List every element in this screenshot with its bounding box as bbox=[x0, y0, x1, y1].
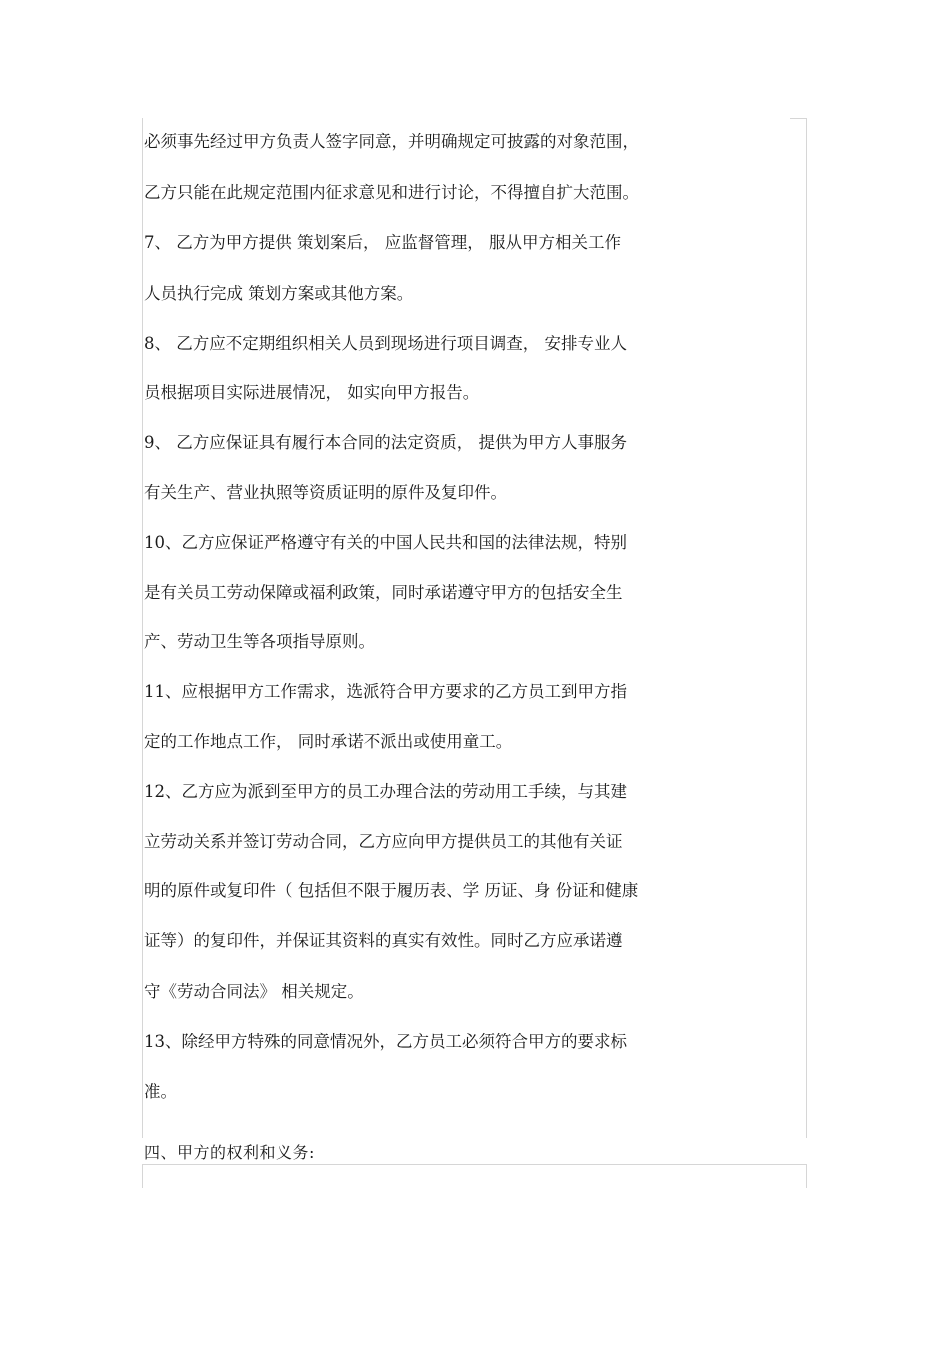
text-line-8: 有关生产、营业执照等资质证明的原件及复印件。 bbox=[144, 483, 507, 502]
text-line-7: 9、 乙方应保证具有履行本合同的法定资质， 提供为甲方人事服务 bbox=[144, 433, 627, 452]
text-line-4: 人员执行完成 策划方案或其他方案。 bbox=[144, 284, 414, 303]
text-line-15: 立劳动关系并签订劳动合同，乙方应向甲方提供员工的其他有关证 bbox=[144, 832, 623, 851]
text-line-17: 证等）的复印件，并保证其资料的真实有效性。同时乙方应承诺遵 bbox=[144, 931, 623, 950]
frame-left-top bbox=[142, 118, 143, 1138]
text-line-3: 7、 乙方为甲方提供 策划案后， 应监督管理， 服从甲方相关工作 bbox=[144, 233, 621, 252]
text-line-19: 13、除经甲方特殊的同意情况外，乙方员工必须符合甲方的要求标 bbox=[144, 1032, 627, 1051]
text-line-10: 是有关员工劳动保障或福利政策，同时承诺遵守甲方的包括安全生 bbox=[144, 583, 623, 602]
text-line-9: 10、乙方应保证严格遵守有关的中国人民共和国的法律法规，特别 bbox=[144, 533, 627, 552]
text-line-12: 11、应根据甲方工作需求，选派符合甲方要求的乙方员工到甲方指 bbox=[144, 682, 627, 701]
frame-left-bottom bbox=[142, 1164, 143, 1188]
text-line-6: 员根据项目实际进展情况， 如实向甲方报告。 bbox=[144, 383, 480, 402]
text-line-16: 明的原件或复印件（ 包括但不限于履历表、学 历证、身 份证和健康 bbox=[144, 881, 639, 900]
text-line-2: 乙方只能在此规定范围内征求意见和进行讨论，不得擅自扩大范围。 bbox=[144, 183, 639, 202]
frame-top bbox=[790, 118, 807, 119]
text-line-1: 必须事先经过甲方负责人签字同意，并明确规定可披露的对象范围， bbox=[144, 132, 639, 151]
frame-right-bottom bbox=[806, 1164, 807, 1188]
text-line-13: 定的工作地点工作， 同时承诺不派出或使用童工。 bbox=[144, 732, 513, 751]
text-line-18: 守《劳动合同法》 相关规定。 bbox=[144, 982, 364, 1001]
text-line-14: 12、乙方应为派到至甲方的员工办理合法的劳动用工手续，与其建 bbox=[144, 782, 627, 801]
text-line-5: 8、 乙方应不定期组织相关人员到现场进行项目调查， 安排专业人 bbox=[144, 334, 627, 353]
text-line-20: 准。 bbox=[144, 1082, 177, 1101]
section-heading: 四、甲方的权利和义务: bbox=[144, 1143, 315, 1162]
text-line-11: 产、劳动卫生等各项指导原则。 bbox=[144, 632, 375, 651]
